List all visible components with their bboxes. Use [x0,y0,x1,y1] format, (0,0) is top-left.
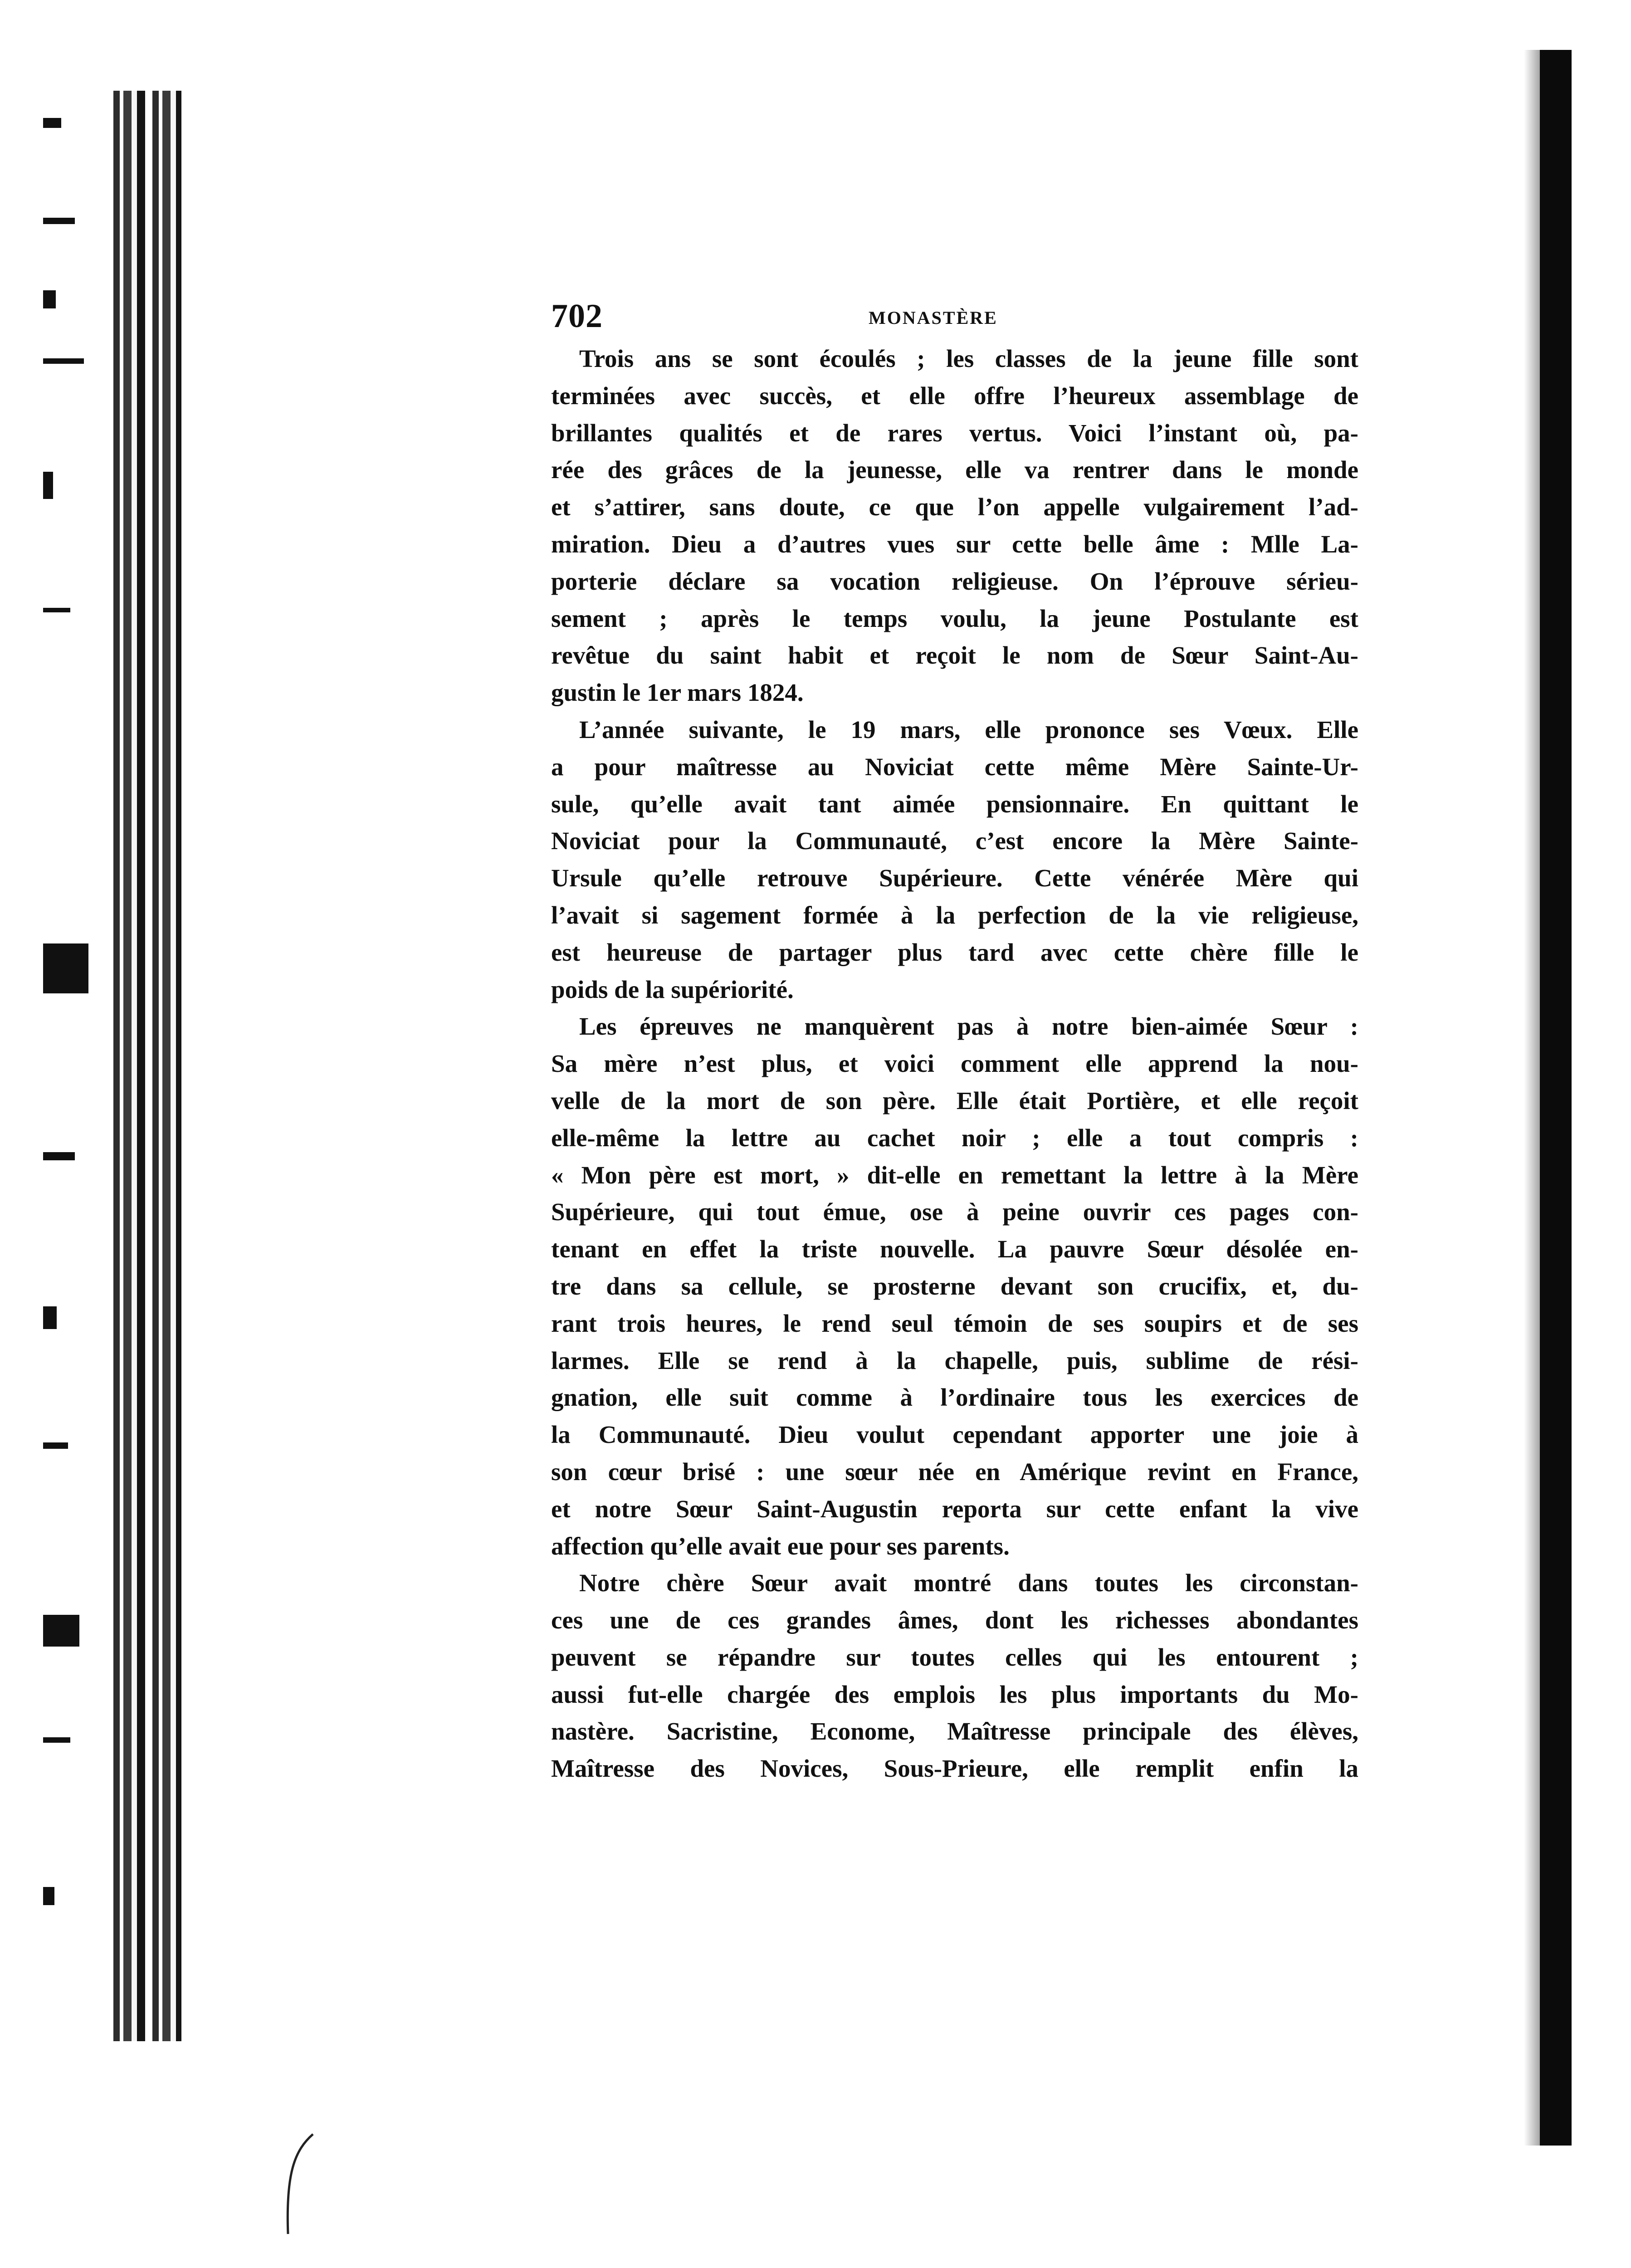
text-line: l’avait si sagement formée à la perfection de la vie religieuse, [551,901,1358,929]
text-line: et s’attirer, sans doute, ce que l’on appelle vulgairement l’ad- [551,493,1358,521]
text-line: brillantes qualités et de rares vertus. Voici l’instant où, pa- [551,419,1358,447]
text-line: sule, qu’elle avait tant aimée pensionnaire. En quittant le [551,790,1358,818]
text-line: Ursule qu’elle retrouve Supérieure. Cette vénérée Mère qui [551,864,1358,892]
text-line: velle de la mort de son père. Elle était Portière, et elle reçoit [551,1086,1358,1114]
text-line: Supérieure, qui tout émue, ose à peine ouvrir ces pages con- [551,1198,1358,1226]
text-line: gustin le 1er mars 1824. [551,679,804,707]
text-line: rée des grâces de la jeunesse, elle va rentrer dans le monde [551,456,1358,484]
text-line: poids de la supériorité. [551,975,794,1003]
running-title: MONASTÈRE [869,308,998,328]
text-line: porterie déclare sa vocation religieuse. On l’éprouve sérieu- [551,567,1358,595]
body-text [551,340,1358,1787]
text-line: miration. Dieu a d’autres vues sur cette belle âme : Mlle La- [551,530,1358,558]
text-line: aussi fut-elle chargée des emplois les plus importants du Mo- [551,1680,1358,1708]
text-line: terminées avec succès, et elle offre l’heureux assemblage de [551,381,1358,410]
text-line: sement ; après le temps voulu, la jeune Postulante est [551,604,1358,632]
text-line: tenant en effet la triste nouvelle. La pauvre Sœur désolée en- [551,1235,1358,1263]
scan-shadow-right [1524,50,1540,2146]
text-line: Sa mère n’est plus, et voici comment elle apprend la nou- [551,1050,1358,1078]
text-line: L’année suivante, le 19 mars, elle prononce ses Vœux. Elle [579,715,1358,743]
text-line: son cœur brisé : une sœur née en Amérique revint en France, [551,1457,1358,1486]
scan-binding-edge-left [113,91,181,2041]
paragraph [551,1564,1358,1787]
text-line: et notre Sœur Saint-Augustin reporta sur cette enfant la vive [551,1495,1358,1523]
text-line: revêtue du saint habit et reçoit le nom de Sœur Saint-Au- [551,641,1358,670]
scan-margin-marks [43,82,98,2055]
text-line: Notre chère Sœur avait montré dans toutes les circonstan- [579,1569,1358,1597]
text-line: a pour maîtresse au Noviciat cette même Mère Sainte-Ur- [551,753,1358,781]
running-head [551,297,1358,340]
text-line: la Communauté. Dieu voulut cependant apporter une joie à [551,1421,1358,1449]
text-line: gnation, elle suit comme à l’ordinaire tous les exercices de [551,1383,1358,1412]
text-line: rant trois heures, le rend seul témoin de ses soupirs et de ses [551,1309,1358,1337]
text-line: affection qu’elle avait eue pour ses parents. [551,1532,1010,1560]
printed-page [551,297,1358,1787]
paragraph [551,1008,1358,1564]
text-line: nastère. Sacristine, Econome, Maîtresse principale des élèves, [551,1717,1358,1745]
page-number: 702 [551,298,603,335]
paragraph [551,711,1358,1008]
text-line: Les épreuves ne manquèrent pas à notre bien-aimée Sœur : [579,1012,1358,1041]
paragraph [551,340,1358,711]
text-line: Trois ans se sont écoulés ; les classes de la jeune fille sont [579,345,1358,372]
text-line: larmes. Elle se rend à la chapelle, puis, sublime de rési- [551,1346,1358,1374]
pencil-stroke-mark [277,2132,317,2236]
text-line: est heureuse de partager plus tard avec cette chère fille le [551,938,1358,966]
text-line: « Mon père est mort, » dit-elle en remettant la lettre à la Mère [551,1161,1358,1189]
text-line: ces une de ces grandes âmes, dont les richesses abondantes [551,1606,1358,1634]
text-line: Noviciat pour la Communauté, c’est encore la Mère Sainte- [551,827,1358,855]
text-line: tre dans sa cellule, se prosterne devant son crucifix, et, du- [551,1272,1358,1300]
text-line: elle-même la lettre au cachet noir ; elle a tout compris : [551,1124,1358,1152]
text-line: peuvent se répandre sur toutes celles qui les entourent ; [551,1643,1358,1671]
text-line: Maîtresse des Novices, Sous-Prieure, elle remplit enfin la [551,1755,1358,1783]
scan-binding-edge-right [1540,50,1572,2146]
